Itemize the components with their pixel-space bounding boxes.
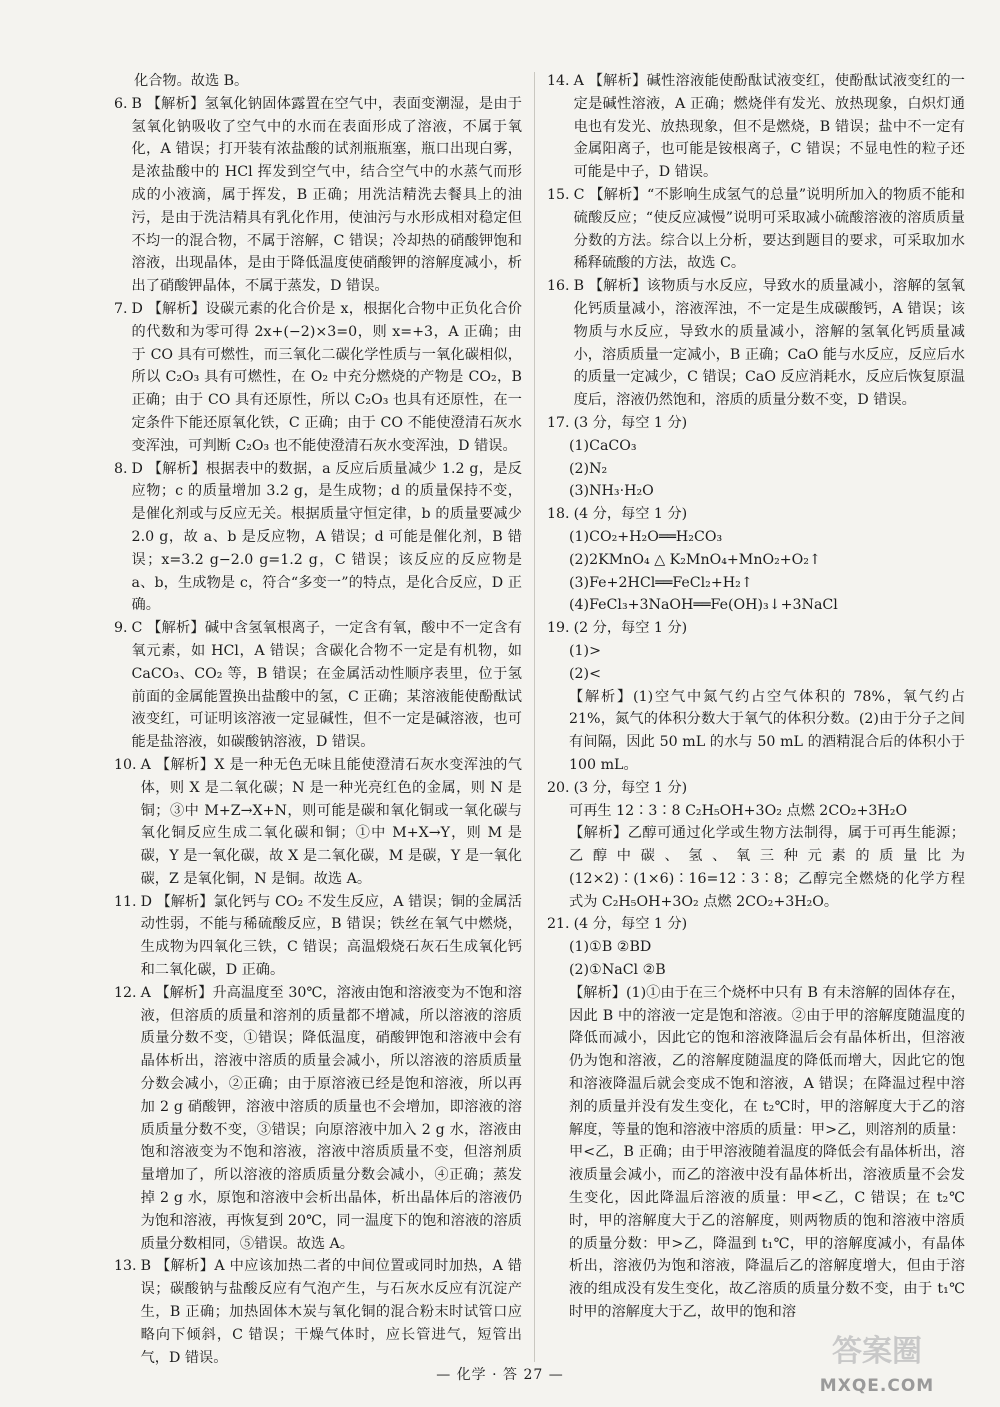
answer-15: 15. C 【解析】“不影响生成氢气的总量”说明所加入的物质不能和硫酸反应；“使反应减慢”说明可采取减小硫酸溶液的溶质质量分数的方法。综合以上分析，要达到题目的要求，可采取加水稀释硫酸的方法，故选 C。 [547,186,965,272]
explanation-19: 【解析】(1)空气中氮气约占空气体积的 78%，氧气约占 21%，氮气的体积分数大于氧气的体积分数。(2)由于分子之间有间隔，因此 50 mL 的水与 50 mL 的酒精混合后的体积小于 100 mL。 [569,688,965,773]
answer-19-2: (2)< [569,665,601,682]
answer-20-blanks: 可再生 12∶3∶8 C₂H₅OH+3O₂ 点燃 2CO₂+3H₂O [569,802,908,819]
watermark-logo [772,1327,982,1399]
watermark-big-text: 答案圈 [832,1334,922,1369]
equation-18-1: (1)CO₂+H₂O══H₂CO₃ [569,528,723,545]
explanation-20: 【解析】乙醇可通过化学或生物方法制得，属于可再生能源；乙醇中碳、氢、氧三种元素的质量比为(12×2)∶(1×6)∶16=12∶3∶8；乙醇完全燃烧的化学方程式为 C₂H₅OH+3O₂ 点燃 2CO₂+3H₂O。 [569,825,965,910]
equation-18-3: (3)Fe+2HCl══FeCl₂+H₂↑ [569,574,753,591]
equation-18-4: (4)FeCl₃+3NaOH══Fe(OH)₃↓+3NaCl [569,597,838,614]
answer-13: 13. B 【解析】A 中应该加热二者的中间位置或同时加热，A 错误；碳酸钠与盐酸反应有气泡产生，与石灰水反应有沉淀产生，B 正确；加热固体木炭与氧化铜的混合粉末时试管口应略向下倾斜，C 错误；干燥气体时，应长管进气，短管出气，D 错误。 [114,1258,522,1366]
left-column [114,70,522,1369]
answer-12: 12. A 【解析】升高温度至 30℃，溶液由饱和溶液变为不饱和溶液，但溶质的质量和溶剂的质量都不增减，所以溶液的溶质质量分数不变，①错误；降低温度，硝酸钾饱和溶液中会有晶体析出，溶液中溶质的质量会减小，所以溶液的溶质质量分数会减小，②正确；由于原溶液已经是饱和溶液，所以再加 2 g 硝酸钾，溶液中溶质的质量也不会增加，即溶液的溶质质量分数不变，③错误；向原溶液中加入 2 g 水，溶液由饱和溶液变为不饱和溶液，溶液中溶质质量不变，但溶剂质量增加了，所以溶液的溶质质量分数会减小，④正确；蒸发掉 2 g 水，原饱和溶液中会析出晶体，析出晶体后的溶液仍为饱和溶液，再恢复到 20℃，同一温度下的饱和溶液的溶质质量分数相同，⑤错误。故选 A。 [114,984,522,1252]
answer-19-1: (1)> [569,642,601,659]
equation-18-2: (2)2KMnO₄ △ K₂MnO₄+MnO₂+O₂↑ [569,551,821,568]
answer-17: 17. (3 分，每空 1 分) [547,414,688,431]
answer-7: 7. D 【解析】设碳元素的化合价是 x，根据化合物中正负化合价的代数和为零可得 2x+(−2)×3=0，则 x=+3，A 正确；由于 CO 具有可燃性，而三氧化二碳化学性质与一氧化碳相似，所以 C₂O₃ 具有可燃性，在 O₂ 中充分燃烧的产物是 CO₂，B 正确；由于 CO 具有还原性，所以 C₂O₃ 也具有还原性，在一定条件下能还原氧化铁，C 正确；由于 CO 不能使澄清石灰水变浑浊，可判断 C₂O₃ 也不能使澄清石灰水变浑浊，D 错误。 [114,300,522,454]
answer-9: 9. C 【解析】碱中含氢氧根离子，一定含有氧，酸中不一定含有氧元素，如 HCl，A 错误；含碳化合物不一定是有机物，如 CaCO₃、CO₂ 等，B 错误；在金属活动性顺序表里，位于氢前面的金属能置换出盐酸中的氢，C 正确；某溶液能使酚酞试液变红，可证明该溶液一定显碱性，但不一定是碱溶液，也可能是盐溶液，如碳酸钠溶液，D 错误。 [114,620,522,751]
explanation-21: 【解析】(1)①由于在三个烧杯中只有 B 有未溶解的固体存在，因此 B 中的溶液一定是饱和溶液。②由于甲的溶解度随温度的降低而减小，因此它的饱和溶液降温后会有晶体析出，但溶液仍为饱和溶液，乙的溶解度随温度的降低而增大，因此它的饱和溶液降温后就会变成不饱和溶液，A 错误；在降温过程中溶剂的质量并没有发生变化，在 t₂℃时，甲的溶解度大于乙的溶解度，等量的饱和溶液中溶质的质量：甲>乙，则溶剂的质量：甲<乙，B 正确；由于甲溶液随着温度的降低会有晶体析出，溶液质量会减小，而乙的溶液中没有晶体析出，溶液质量不会发生变化，因此降温后溶液的质量：甲<乙，C 错误；在 t₂℃时，甲的溶解度大于乙的溶解度，则两物质的饱和溶液中溶质的质量分数：甲>乙，降温到 t₁℃，甲的溶解度减小，有晶体析出，溶液仍为饱和溶液，降温后乙的溶解度增大，但由于溶液的组成没有发生变化，故乙溶质的质量分数不变，由于 t₁℃时甲的溶解度大于乙，故甲的饱和溶 [569,984,965,1321]
watermark-url: MXQE.COM [819,1376,935,1396]
answer-19: 19. (2 分，每空 1 分) [547,620,688,637]
answer-10: 10. A 【解析】X 是一种无色无味且能使澄清石灰水变浑浊的气体，则 X 是二氧化碳；N 是一种光亮红色的金属，则 N 是铜；③中 M+Z→X+N，则可能是碳和氧化铜或一氧化碳与氧化铜反应生成二氧化碳和铜；①中 M+X→Y，则 M 是碳，Y 是一氧化碳，故 X 是二氧化碳，M 是碳，Y 是一氧化碳，Z 是氧化铜，N 是铜。故选 A。 [114,756,522,887]
answer-21: 21. (4 分，每空 1 分) [547,916,688,933]
page-footer: — 化学 · 答 27 — [436,1367,564,1383]
answer-17-2: (2)N₂ [569,460,608,477]
answer-20: 20. (3 分，每空 1 分) [547,779,688,796]
answer-16: 16. B 【解析】该物质与水反应，导致水的质量减小，溶解的氢氧化钙质量减小，溶液浑浊，不一定是生成碳酸钙，A 错误；该物质与水反应，导致水的质量减小，溶解的氢氧化钙质量减小，溶质质量一定减小，B 正确；CaO 能与水反应，反应后水的质量一定减少，C 错误；CaO 反应消耗水，反应后恢复原温度后，溶液仍然饱和，溶质的质量分数不变，D 错误。 [547,278,965,409]
column-divider [534,72,535,1362]
answer-18: 18. (4 分，每空 1 分) [547,506,688,523]
answer-17-1: (1)CaCO₃ [569,437,637,454]
answer-17-3: (3)NH₃·H₂O [569,483,654,500]
right-column [547,70,965,1324]
answer-8: 8. D 【解析】根据表中的数据，a 反应后质量减少 1.2 g，是反应物；c 的质量增加 3.2 g，是生成物；d 的质量保持不变，是催化剂或与反应无关。根据质量守恒定律，b 的质量要减少 2.0 g，故 a、b 是反应物，A 错误；d 可能是催化剂，B 错误；x=3.2 g−2.0 g=1.2 g，C 错误；该反应的反应物是 a、b，生成物是 c，符合“多变一”的特点，是化合反应，D 正确。 [114,460,522,614]
q5-tail: 化合物。故选 B。 [134,73,249,89]
answer-11: 11. D 【解析】氯化钙与 CO₂ 不发生反应，A 错误；铜的金属活动性弱，不能与稀硫酸反应，B 错误；铁丝在氧气中燃烧，生成物为四氧化三铁，C 错误；高温煅烧石灰石生成氧化钙和二氧化碳，D 正确。 [114,893,522,979]
answer-6: 6. B 【解析】氢氧化钠固体露置在空气中，表面变潮湿，是由于氢氧化钠吸收了空气中的水而在表面形成了溶液，不属于氧化，A 错误；打开装有浓盐酸的试剂瓶瓶塞，瓶口出现白雾，是浓盐酸中的 HCl 挥发到空气中，结合空气中的水蒸气而形成的小液滴，属于挥发，B 正确；用洗洁精洗去餐具上的油污，是由于洗洁精具有乳化作用，使油污与水形成相对稳定但不均一的混合物，不属于溶解，C 错误；冷却热的硝酸钾饱和溶液，出现晶体，是由于降低温度使硝酸钾的溶解度减小，析出了硝酸钾晶体，不属于蒸发，D 错误。 [114,95,522,295]
answer-14: 14. A 【解析】碱性溶液能使酚酞试液变红，使酚酞试液变红的一定是碱性溶液，A 正确；燃烧伴有发光、放热现象，白炽灯通电也有发光、放热现象，但不是燃烧，B 错误；盐中不一定有金属阳离子，也可能是铵根离子，C 错误；不显电性的粒子还可能是中子，D 错误。 [547,73,965,181]
answer-21-2: (2)①NaCl ②B [569,962,666,979]
answer-21-1: (1)①B ②BD [569,939,652,956]
